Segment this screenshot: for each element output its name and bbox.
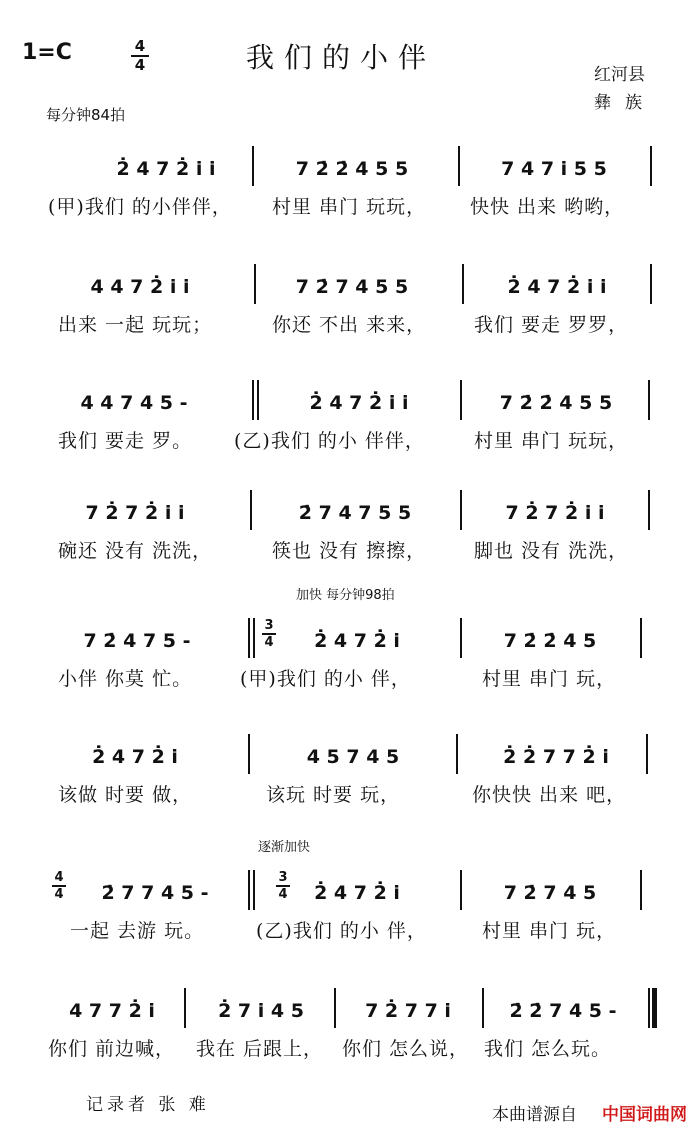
source-label: 本曲谱源自 bbox=[492, 1105, 577, 1125]
measure: 7 2̇ 4 7 5 - bbox=[83, 630, 191, 652]
double-barline bbox=[248, 618, 255, 658]
lyric-phrase: 小伴 你莫 忙。 bbox=[58, 668, 193, 690]
barline bbox=[254, 264, 256, 304]
measure: 2̇ 7 4 7 5 5 bbox=[298, 502, 412, 524]
region-label: 红河县 bbox=[594, 65, 645, 85]
inline-meter-bottom: 4 bbox=[278, 887, 288, 902]
barline bbox=[250, 490, 252, 530]
barline bbox=[650, 264, 652, 304]
measure: 2̇ 4 7 2̇ i bbox=[314, 882, 400, 904]
lyric-phrase: 我们 要走 罗。 bbox=[58, 430, 193, 452]
tempo-change-marking: 加快 每分钟98拍 bbox=[296, 588, 395, 603]
lyric-phrase: 你们 前边喊， bbox=[48, 1038, 176, 1060]
measure: 7 2̇ 2̇ 4 5 5 bbox=[295, 158, 409, 180]
lyric-phrase: 我们 要走 罗罗， bbox=[474, 314, 629, 336]
barline bbox=[646, 734, 648, 774]
inline-time-signature bbox=[262, 618, 276, 650]
score-system bbox=[0, 726, 700, 856]
lyric-phrase: 碗还 没有 洗洗， bbox=[58, 540, 213, 562]
measure: 2̇ 4 7 2̇ i bbox=[314, 630, 400, 652]
meter-bottom: 4 bbox=[134, 56, 146, 74]
measure: 7 2̇ 7 2̇ i i bbox=[85, 502, 185, 524]
score-system bbox=[0, 840, 700, 992]
score-system bbox=[0, 138, 700, 268]
score-system bbox=[0, 256, 700, 386]
measure: 4 4 7 2̇ i i bbox=[90, 276, 190, 298]
lyric-phrase: (乙)我们 的小 伴， bbox=[256, 920, 427, 942]
measure: 7 2̇ 2̇ 4 5 bbox=[503, 630, 597, 652]
measure: 2̇ 4 7 2̇ i i bbox=[309, 392, 409, 414]
measure: 7 2̇ 7 4 5 bbox=[503, 882, 597, 904]
lyric-phrase: 筷也 没有 擦擦， bbox=[272, 540, 427, 562]
measure: 7 2̇ 2̇ 4 5 5 bbox=[499, 392, 613, 414]
lyric-phrase: 该玩 时要 玩， bbox=[266, 784, 401, 806]
notation-row bbox=[0, 372, 700, 424]
lyric-row bbox=[0, 780, 700, 810]
lyric-phrase: 村里 串门 玩， bbox=[482, 920, 617, 942]
barline bbox=[462, 264, 464, 304]
barline bbox=[460, 380, 462, 420]
measure: 4 4 7 4 5 - bbox=[80, 392, 188, 414]
measure: 4 7 7 2̇ i bbox=[69, 1000, 155, 1022]
notation-row bbox=[0, 840, 700, 914]
lyric-row bbox=[0, 916, 700, 946]
barline bbox=[458, 146, 460, 186]
measure: 2̇ 4 7 2̇ i bbox=[92, 746, 178, 768]
lyric-phrase: 脚也 没有 洗洗， bbox=[474, 540, 629, 562]
measure: 7 2̇ 7 2̇ i i bbox=[505, 502, 605, 524]
barline bbox=[456, 734, 458, 774]
barline bbox=[482, 988, 484, 1028]
inline-meter-bottom: 4 bbox=[264, 635, 274, 650]
inline-meter-top: 3 bbox=[264, 618, 274, 633]
measure: 2̇ 7 7 4 5 - bbox=[101, 882, 209, 904]
time-signature bbox=[130, 38, 150, 74]
lyric-phrase: 我们 怎么玩。 bbox=[484, 1038, 612, 1060]
site-label: 中国词曲网 bbox=[602, 1105, 687, 1125]
lyric-phrase: 该做 时要 做， bbox=[58, 784, 193, 806]
barline bbox=[334, 988, 336, 1028]
score-system bbox=[0, 588, 700, 740]
barline bbox=[460, 490, 462, 530]
lyric-row bbox=[0, 536, 700, 566]
measure: 4 5 7 4 5 bbox=[306, 746, 400, 768]
key-signature: 1=C bbox=[22, 40, 72, 65]
lead-meter-bottom: 4 bbox=[54, 887, 64, 902]
lyric-phrase: 出来 一起 玩玩； bbox=[58, 314, 213, 336]
barline bbox=[252, 146, 254, 186]
ethnicity-label: 彝族 bbox=[594, 93, 656, 113]
lyric-row bbox=[0, 664, 700, 694]
notation-row bbox=[0, 726, 700, 778]
inline-meter-top: 3 bbox=[278, 870, 288, 885]
lyric-phrase: 村里 串门 玩玩， bbox=[474, 430, 629, 452]
measure: 2̇ 4 7 2̇ i i bbox=[507, 276, 607, 298]
barline bbox=[648, 490, 650, 530]
lyric-phrase: 我在 后跟上， bbox=[196, 1038, 324, 1060]
notation-row bbox=[0, 980, 700, 1032]
lyric-row bbox=[0, 192, 700, 222]
lyric-phrase: (甲)我们 的小伴伴， bbox=[48, 196, 232, 218]
notation-row bbox=[0, 482, 700, 534]
double-barline bbox=[252, 380, 259, 420]
lyric-phrase: 你快快 出来 吧， bbox=[472, 784, 627, 806]
lyric-row bbox=[0, 310, 700, 340]
measure: 7 4 7 i 5 5 bbox=[501, 158, 607, 180]
measure: 2̇ 2̇ 7 7 2̇ i bbox=[503, 746, 609, 768]
lyric-phrase: (乙)我们 的小 伴伴， bbox=[234, 430, 425, 452]
measure: 2̇ 4 7 2̇ i i bbox=[116, 158, 216, 180]
barline bbox=[648, 380, 650, 420]
tempo-change-marking: 逐渐加快 bbox=[258, 840, 311, 855]
double-barline bbox=[248, 870, 255, 910]
lyric-phrase: 你们 怎么说， bbox=[342, 1038, 470, 1060]
barline bbox=[184, 988, 186, 1028]
lead-time-signature bbox=[52, 870, 66, 902]
final-barline bbox=[648, 988, 657, 1028]
lyric-phrase: 快快 出来 哟哟， bbox=[470, 196, 625, 218]
measure: 7 2̇ 7 4 5 5 bbox=[295, 276, 409, 298]
notation-row bbox=[0, 256, 700, 308]
inline-time-signature bbox=[276, 870, 290, 902]
barline bbox=[460, 870, 462, 910]
lyric-phrase: 村里 串门 玩， bbox=[482, 668, 617, 690]
notation-row bbox=[0, 138, 700, 190]
lyric-phrase: 一起 去游 玩。 bbox=[70, 920, 205, 942]
barline bbox=[650, 146, 652, 186]
barline bbox=[640, 618, 642, 658]
lyric-row bbox=[0, 1034, 700, 1064]
barline bbox=[460, 618, 462, 658]
lyric-phrase: 你还 不出 来来， bbox=[272, 314, 427, 336]
tempo-marking: 每分钟84拍 bbox=[46, 106, 126, 124]
lyric-phrase: (甲)我们 的小 伴， bbox=[240, 668, 411, 690]
lead-meter-top: 4 bbox=[54, 870, 64, 885]
song-title: 我们的小伴 bbox=[246, 41, 437, 74]
barline bbox=[640, 870, 642, 910]
measure: 2̇ 7 i 4 5 bbox=[218, 1000, 304, 1022]
lyric-row bbox=[0, 426, 700, 456]
barline bbox=[248, 734, 250, 774]
measure: 7 2̇ 7 7 i bbox=[365, 1000, 451, 1022]
recorder-credit: 记录者 张 难 bbox=[86, 1095, 210, 1115]
lyric-phrase: 村里 串门 玩玩， bbox=[272, 196, 427, 218]
measure: 2̇ 2̇ 7 4 5 - bbox=[509, 1000, 617, 1022]
meter-top: 4 bbox=[134, 37, 146, 55]
notation-row bbox=[0, 588, 700, 662]
